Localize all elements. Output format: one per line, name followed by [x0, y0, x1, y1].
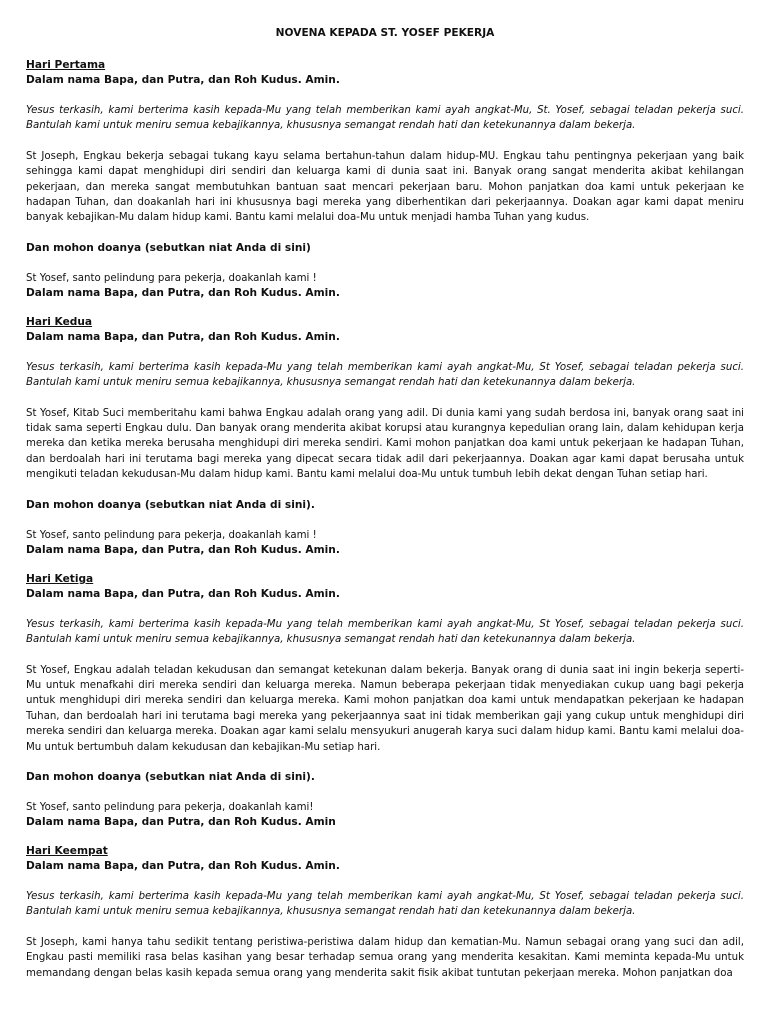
closing-line: Dalam nama Bapa, dan Putra, dan Roh Kudus. Amin. [26, 286, 340, 299]
main-prayer: St Yosef, Kitab Suci memberitahu kami bahwa Engkau adalah orang yang adil. Di dunia kami yang sudah berdosa ini, banyak orang saat ini tidak sama seperti Engkau dulu. Dan banyak orang menderita akibat korupsi atau kurangnya kepedulian orang lain, dalam kehidupan kerja mereka dan ketika mereka berusaha menghidupi diri mereka sendiri. Kami mohon panjatkan doa kami untuk pekerjaan ke hadapan Tuhan, dan berdoalah hari ini terutama bagi mereka yang dipecat secara tidak adil dari pekerjaannya. Doakan agar kami dapat berusaha untuk mengikuti teladan kekudusan-Mu dalam hidup kami. Bantu kami melalui doa-Mu untuk tumbuh lebih dekat dengan Tuhan setiap hari. [26, 407, 744, 481]
day-heading: Hari Kedua [26, 315, 93, 328]
day-heading: Hari Pertama [26, 59, 106, 71]
day-section-4 [26, 844, 744, 981]
sign-of-cross-line: Dalam nama Bapa, dan Putra, dan Roh Kudus. Amin. [26, 74, 340, 86]
document-title: NOVENA KEPADA ST. YOSEF PEKERJA [275, 27, 495, 39]
day-heading: Hari Keempat [26, 844, 108, 857]
opening-prayer: Yesus terkasih, kami berterima kasih kepada-Mu yang telah memberikan kami ayah angkat-Mu, St Yosef, sebagai teladan pekerja suci. Bantulah kami untuk meniru semua kebajikannya, khususnya semangat rendah hati dan ketekunannya dalam bekerja. [26, 618, 744, 646]
sign-of-cross-line: Dalam nama Bapa, dan Putra, dan Roh Kudus. Amin. [26, 587, 340, 600]
main-prayer: St Joseph, kami hanya tahu sedikit tentang peristiwa-peristiwa dalam hidup dan kematian-Mu. Namun sebagai orang yang suci dan adil, Engkau pasti memiliki rasa belas kasihan yang besar terhadap semua orang yang menderita kesakitan. Kami meminta kepada-Mu untuk memandang dengan belas kasih kepada semua orang yang menderita sakit fisik akibat tuntutan pekerjaan mereka. Mohon panjatkan doa [26, 936, 744, 979]
closing-line: Dalam nama Bapa, dan Putra, dan Roh Kudus. Amin [26, 815, 336, 828]
day-heading: Hari Ketiga [26, 572, 94, 585]
intention-request: Dan mohon doanya (sebutkan niat Anda di sini). [26, 498, 315, 511]
opening-prayer: Yesus terkasih, kami berterima kasih kepada-Mu yang telah memberikan kami ayah angkat-Mu, St Yosef, sebagai teladan pekerja suci. Bantulah kami untuk meniru semua kebajikannya, khususnya semangat rendah hati dan ketekunannya dalam bekerja. [26, 890, 744, 918]
opening-prayer: Yesus terkasih, kami berterima kasih kepada-Mu yang telah memberikan kami ayah angkat-Mu, St. Yosef, sebagai teladan pekerja suci. Bantulah kami untuk meniru semua kebajikannya, khususnya semangat rendah hati dan ketekunannya dalam bekerja. [26, 105, 744, 132]
sign-of-cross-line: Dalam nama Bapa, dan Putra, dan Roh Kudus. Amin. [26, 330, 340, 343]
closing-line: Dalam nama Bapa, dan Putra, dan Roh Kudus. Amin. [26, 543, 340, 556]
sign-of-cross-line: Dalam nama Bapa, dan Putra, dan Roh Kudus. Amin. [26, 859, 340, 872]
day-section-1 [26, 58, 744, 301]
day-section-3 [26, 572, 744, 830]
intention-request: Dan mohon doanya (sebutkan niat Anda di sini). [26, 770, 315, 783]
day-section-2 [26, 315, 744, 558]
intention-request: Dan mohon doanya (sebutkan niat Anda di sini) [26, 241, 311, 254]
invocation-line: St Yosef, santo pelindung para pekerja, doakanlah kami ! [26, 272, 317, 284]
invocation-line: St Yosef, santo pelindung para pekerja, doakanlah kami ! [26, 529, 317, 541]
invocation-line: St Yosef, santo pelindung para pekerja, doakanlah kami! [26, 801, 314, 813]
opening-prayer: Yesus terkasih, kami berterima kasih kepada-Mu yang telah memberikan kami ayah angkat-Mu, St Yosef, sebagai teladan pekerja suci. Bantulah kami untuk meniru semua kebajikannya, khususnya semangat rendah hati dan ketekunannya dalam bekerja. [26, 361, 744, 389]
main-prayer: St Yosef, Engkau adalah teladan kekudusan dan semangat ketekunan dalam bekerja. Banyak orang di dunia saat ini ingin bekerja seperti-Mu untuk menafkahi diri mereka sendiri dan keluarga mereka. Namun beberapa pekerjaan tidak menyediakan cukup uang bagi pekerja untuk menghidupi diri mereka sendiri dan keluarga mereka. Kami mohon panjatkan doa kami untuk mendapatkan pekerjaan ke hadapan Tuhan, dan berdoalah hari ini terutama bagi mereka yang pekerjaannya saat ini tidak memberikan gaji yang cukup untuk menghidupi diri mereka sendiri dan keluarga mereka. Doakan agar kami selalu mensyukuri anugerah karya suci dalam hidup kami. Bantu kami melalui doa-Mu untuk bertumbuh dalam kekudusan dan kebajikan-Mu setiap hari. [26, 664, 744, 753]
main-prayer: St Joseph, Engkau bekerja sebagai tukang kayu selama bertahun-tahun dalam hidup-MU. Engkau tahu pentingnya pekerjaan yang baik sehingga kami dapat menghidupi diri sendiri dan keluarga kami di dunia saat ini. Banyak orang sangat menderita akibat kehilangan pekerjaan, dan mereka sangat membutuhkan bantuan saat mencari pekerjaan baru. Mohon panjatkan doa kami untuk pekerjaan ke hadapan Tuhan, dan doakanlah hari ini khususnya bagi mereka yang diberhentikan dari pekerjaannya. Doakan agar kami dapat meniru banyak kebajikan-Mu dalam hidup kami. Bantu kami melalui doa-Mu untuk menjadi hamba Tuhan yang kudus. [26, 150, 744, 224]
